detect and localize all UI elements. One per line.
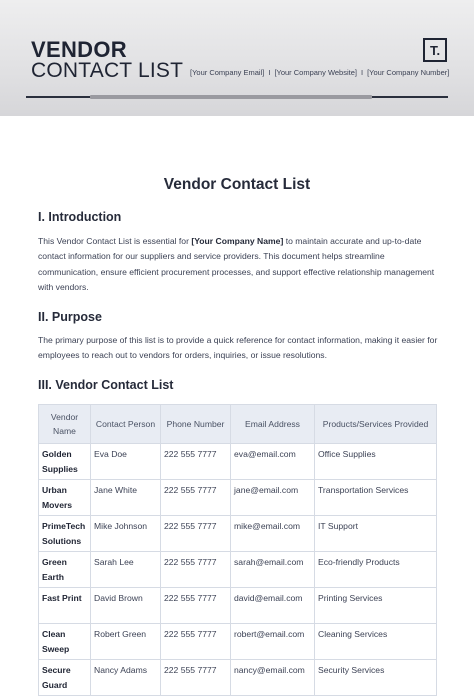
products-services: Eco-friendly Products xyxy=(315,552,437,588)
document-title: Vendor Contact List xyxy=(163,176,311,193)
header-contact-line xyxy=(190,68,449,77)
phone-number: 222 555 7777 xyxy=(161,480,231,516)
table-row xyxy=(39,480,437,516)
contact-person: Sarah Lee xyxy=(91,552,161,588)
company-email: [Your Company Email] xyxy=(190,68,265,77)
products-services: Security Services xyxy=(315,660,437,696)
products-services: Office Supplies xyxy=(315,444,437,480)
header-phone-number: Phone Number xyxy=(161,405,231,444)
header-vendor-name: Vendor Name xyxy=(39,405,91,444)
contact-person: David Brown xyxy=(91,588,161,624)
phone-number: 222 555 7777 xyxy=(161,444,231,480)
separator: I xyxy=(360,68,364,77)
header-title-bold: VENDOR xyxy=(31,37,127,62)
company-website: [Your Company Website] xyxy=(274,68,357,77)
table-row xyxy=(39,516,437,552)
header-contact-person: Contact Person xyxy=(91,405,161,444)
contact-person: Jane White xyxy=(91,480,161,516)
introduction-heading: I. Introduction xyxy=(38,210,122,224)
table-header-row xyxy=(39,405,437,444)
email-address: david@email.com xyxy=(231,588,315,624)
intro-text-end: to maintain accurate and up-to-date contact information for our suppliers and service providers. This document helps streamline communication, ensure efficient procurement processes, and support effective relationship management with vendors. xyxy=(38,236,435,292)
email-address: sarah@email.com xyxy=(231,552,315,588)
phone-number: 222 555 7777 xyxy=(161,588,231,624)
introduction-text xyxy=(38,234,438,295)
company-number: [Your Company Number] xyxy=(367,68,450,77)
table-row xyxy=(39,444,437,480)
phone-number: 222 555 7777 xyxy=(161,552,231,588)
header-title-light: CONTACT LIST xyxy=(31,59,184,82)
vendor-list-heading: III. Vendor Contact List xyxy=(38,378,174,392)
header-accent-bar xyxy=(90,95,372,99)
products-services: Printing Services xyxy=(315,588,437,624)
vendor-name: Secure Guard xyxy=(39,660,91,696)
logo-letter: T. xyxy=(429,42,441,58)
vendor-name: Fast Print xyxy=(39,588,91,624)
email-address: eva@email.com xyxy=(231,444,315,480)
contact-person: Eva Doe xyxy=(91,444,161,480)
vendor-contact-table xyxy=(38,404,437,696)
phone-number: 222 555 7777 xyxy=(161,660,231,696)
contact-person: Nancy Adams xyxy=(91,660,161,696)
intro-text-start: This Vendor Contact List is essential for xyxy=(38,236,192,246)
purpose-heading: II. Purpose xyxy=(38,310,102,324)
header-email-address: Email Address xyxy=(231,405,315,444)
document-header xyxy=(0,0,474,116)
vendor-name: PrimeTech Solutions xyxy=(39,516,91,552)
email-address: robert@email.com xyxy=(231,624,315,660)
company-logo-icon xyxy=(423,38,447,62)
email-address: mike@email.com xyxy=(231,516,315,552)
email-address: jane@email.com xyxy=(231,480,315,516)
products-services: IT Support xyxy=(315,516,437,552)
separator: I xyxy=(268,68,271,77)
vendor-name: Green Earth xyxy=(39,552,91,588)
header-products-services: Products/Services Provided xyxy=(315,405,437,444)
email-address: nancy@email.com xyxy=(231,660,315,696)
company-name-placeholder: [Your Company Name] xyxy=(191,236,284,246)
vendor-name: Urban Movers xyxy=(39,480,91,516)
table-row xyxy=(39,624,437,660)
contact-person: Robert Green xyxy=(91,624,161,660)
vendor-name: Clean Sweep xyxy=(39,624,91,660)
phone-number: 222 555 7777 xyxy=(161,624,231,660)
contact-person: Mike Johnson xyxy=(91,516,161,552)
table-row xyxy=(39,660,437,696)
vendor-name: Golden Supplies xyxy=(39,444,91,480)
products-services: Cleaning Services xyxy=(315,624,437,660)
products-services: Transportation Services xyxy=(315,480,437,516)
phone-number: 222 555 7777 xyxy=(161,516,231,552)
table-row xyxy=(39,588,437,624)
table-row xyxy=(39,552,437,588)
purpose-text: The primary purpose of this list is to provide a quick reference for contact information, making it easier for employees to reach out to vendors for orders, inquiries, or issue resolutions. xyxy=(38,335,438,361)
